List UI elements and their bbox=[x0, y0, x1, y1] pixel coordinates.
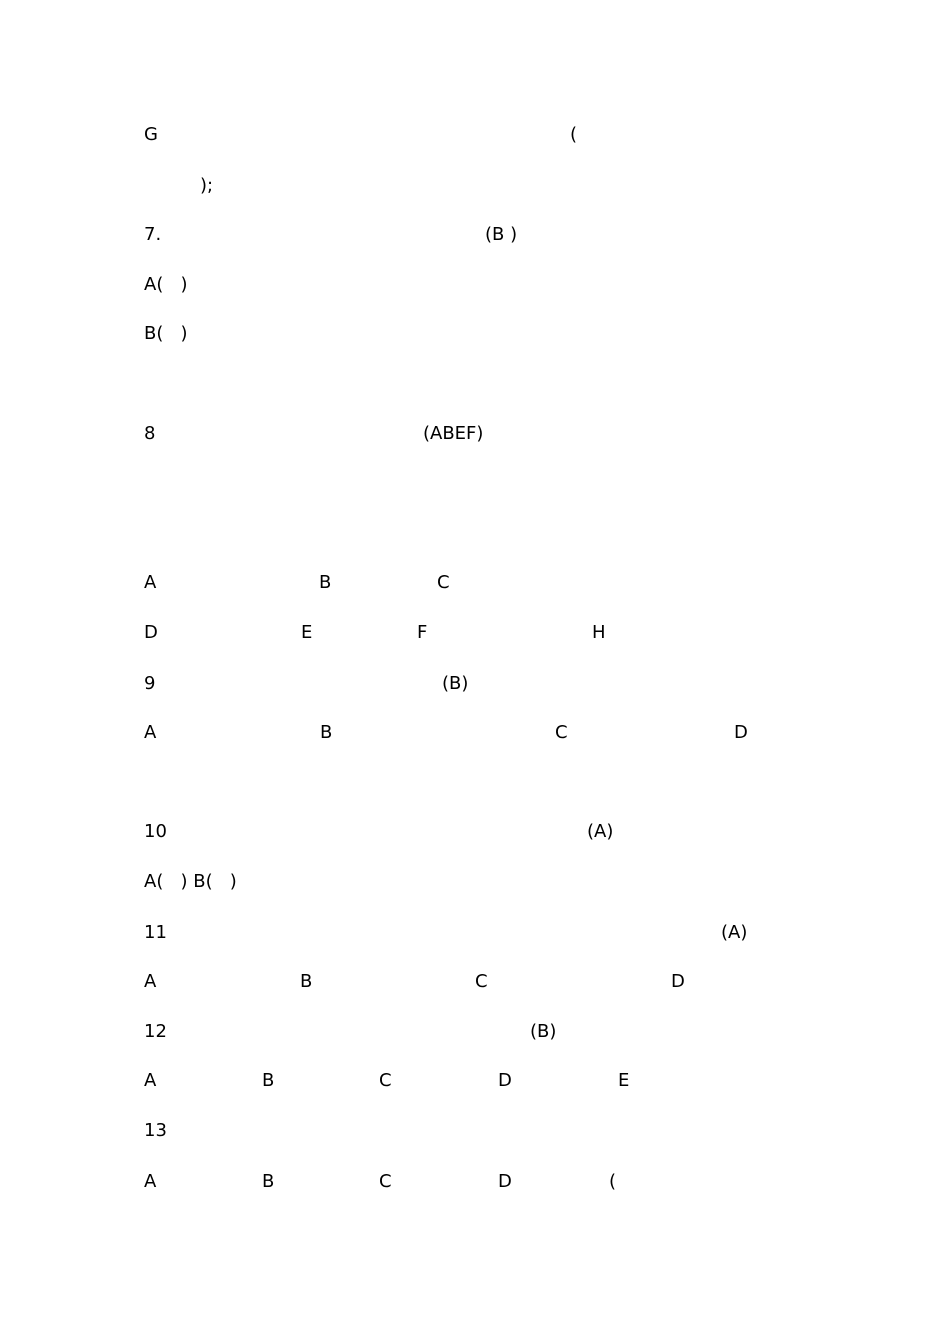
question-number: 10 bbox=[144, 821, 167, 842]
option-h: H bbox=[592, 622, 606, 643]
question-8-options-row-2 bbox=[0, 621, 950, 645]
option-a: A bbox=[144, 971, 157, 992]
question-7-option-a bbox=[0, 273, 950, 297]
open-paren: ( bbox=[570, 124, 578, 145]
question-8 bbox=[0, 422, 950, 446]
question-9-options bbox=[0, 721, 950, 745]
answer: (B) bbox=[442, 673, 469, 694]
option-e: E bbox=[301, 622, 313, 643]
question-7 bbox=[0, 223, 950, 247]
question-10 bbox=[0, 820, 950, 844]
question-number: 12 bbox=[144, 1021, 167, 1042]
option-a: A bbox=[144, 1070, 157, 1091]
answer: (B) bbox=[530, 1021, 557, 1042]
question-13 bbox=[0, 1119, 950, 1143]
question-12-options bbox=[0, 1069, 950, 1093]
option-a: A bbox=[144, 572, 157, 593]
question-number: 8 bbox=[144, 423, 156, 444]
question-11-options bbox=[0, 970, 950, 994]
option-b: B bbox=[262, 1070, 275, 1091]
question-10-options bbox=[0, 870, 950, 894]
options: A( ) B( ) bbox=[144, 871, 237, 892]
line-g bbox=[0, 123, 950, 147]
option-c: C bbox=[475, 971, 488, 992]
option-d: D bbox=[498, 1171, 512, 1192]
option-f: F bbox=[417, 622, 428, 643]
option: B( ) bbox=[144, 323, 188, 344]
option-c: C bbox=[379, 1171, 392, 1192]
question-7-option-b bbox=[0, 322, 950, 346]
answer: (A) bbox=[587, 821, 614, 842]
answer: (A) bbox=[721, 922, 748, 943]
close-paren: ); bbox=[200, 175, 219, 196]
question-number: 9 bbox=[144, 673, 156, 694]
answer: (ABEF) bbox=[423, 423, 484, 444]
option-b: B bbox=[320, 722, 333, 743]
option-d: D bbox=[734, 722, 748, 743]
option-d: D bbox=[498, 1070, 512, 1091]
option-a: A bbox=[144, 722, 157, 743]
open-paren: ( bbox=[609, 1171, 617, 1192]
option-b: B bbox=[300, 971, 313, 992]
option-c: C bbox=[437, 572, 450, 593]
option-e: E bbox=[618, 1070, 630, 1091]
question-number: 13 bbox=[144, 1120, 167, 1141]
option-a: A bbox=[144, 1171, 157, 1192]
question-8-options-row-1 bbox=[0, 571, 950, 595]
question-11 bbox=[0, 921, 950, 945]
option-d: D bbox=[671, 971, 685, 992]
answer: (B ) bbox=[485, 224, 518, 245]
option-b: B bbox=[319, 572, 332, 593]
item-label: G bbox=[144, 124, 158, 145]
question-number: 7. bbox=[144, 224, 162, 245]
question-9 bbox=[0, 672, 950, 696]
option-c: C bbox=[379, 1070, 392, 1091]
question-number: 11 bbox=[144, 922, 167, 943]
option-b: B bbox=[262, 1171, 275, 1192]
question-12 bbox=[0, 1020, 950, 1044]
option-d: D bbox=[144, 622, 158, 643]
line-g-continuation bbox=[0, 174, 950, 198]
option-c: C bbox=[555, 722, 568, 743]
question-13-options bbox=[0, 1170, 950, 1194]
option: A( ) bbox=[144, 274, 188, 295]
